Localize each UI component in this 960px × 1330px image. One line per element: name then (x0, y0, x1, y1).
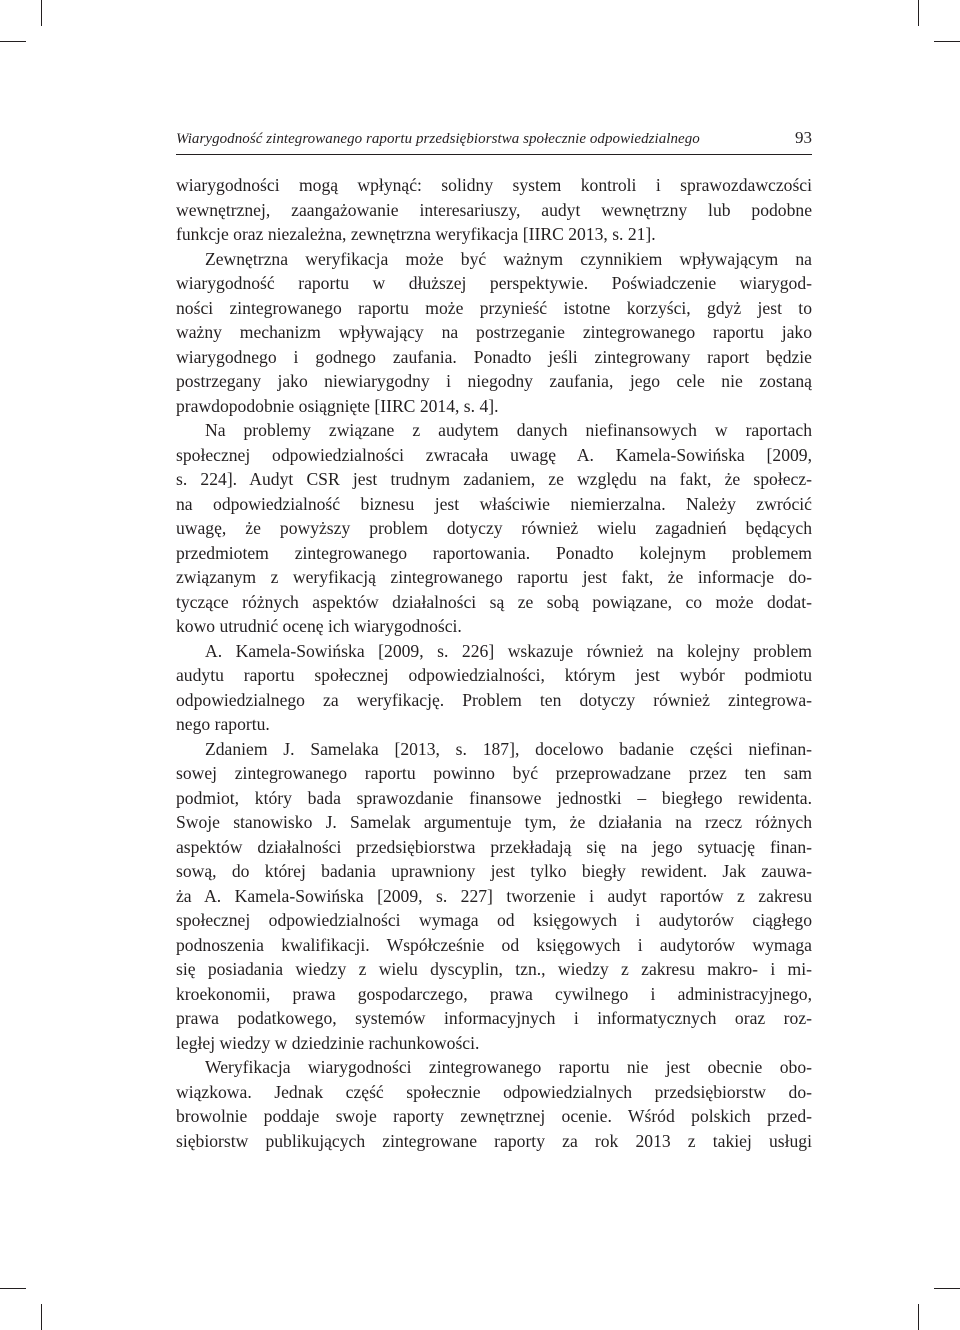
text-line: s. 224]. Audyt CSR jest trudnym zadaniem, ze względu na fakt, że społecz- (176, 469, 812, 489)
crop-mark-top-right-horizontal (934, 41, 960, 42)
text-line: funkcje oraz niezależna, zewnętrzna weryfikacja [IIRC 2013, s. 21]. (176, 224, 656, 244)
text-line: odpowiedzialnego za weryfikację. Problem ten dotyczy również zintegrowa- (176, 689, 812, 710)
text-line: społecznej odpowiedzialności zwracała uwagę A. Kamela-Sowińska [2009, (176, 444, 812, 465)
text-line: Swoje stanowisko J. Samelak argumentuje tym, że działania na rzecz różnych (176, 812, 812, 832)
text-line: prawdopodobnie osiągnięte [IIRC 2014, s. 4]. (176, 395, 499, 416)
text-line: wiązkowa. Jednak część społecznie odpowiedzialnych przedsiębiorstw do- (176, 1081, 812, 1102)
text-line: Na problemy związane z audytem danych niefinansowych w raportach (205, 420, 812, 440)
body-text (176, 173, 812, 1153)
page-number: 93 (795, 128, 812, 147)
text-line: kowo utrudnić ocenę ich wiarygodności. (176, 616, 462, 636)
text-line: związanym z weryfikacją zintegrowanego raportu jest fakt, że informacje do- (176, 567, 812, 587)
text-line: sowej zintegrowanego raportu powinno być przeprowadzane przez ten sam (176, 763, 812, 783)
text-line: społecznej odpowiedzialności wymaga od księgowych i audytorów ciągłego (176, 910, 812, 930)
text-line: wiarygodnego i godnego zaufania. Ponadto jeśli zintegrowany raport będzie (176, 346, 812, 367)
text-line: postrzegany jako niewiarygodny i niegodny zaufania, jego cele nie zostaną (176, 371, 812, 391)
text-line: Zewnętrzna weryfikacja może być ważnym czynnikiem wpływającym na (205, 248, 812, 269)
crop-mark-bottom-right-horizontal (934, 1288, 960, 1289)
text-line: nego raportu. (176, 714, 270, 734)
crop-mark-bottom-left-horizontal (0, 1288, 26, 1289)
text-line: uwagę, że powyższy problem dotyczy również wielu zagadnień będących (176, 518, 812, 538)
text-line: wiarygodności mogą wpłynąć: solidny system kontroli i sprawozdawczości (176, 175, 812, 195)
text-line: siębiorstw publikujących zintegrowane raporty za rok 2013 z takiej usługi (176, 1130, 812, 1151)
text-line: przedmiotem zintegrowanego raportowania. Ponadto kolejnym problemem (176, 542, 812, 563)
text-line: podmiot, który bada sprawozdanie finansowe jednostki – biegłego rewidenta. (176, 787, 812, 808)
text-line: wiarygodność raportu w dłuższej perspektywie. Poświadczenie wiarygod- (176, 273, 812, 293)
text-line: podnoszenia kwalifikacji. Współcześnie od księgowych i audytorów wymaga (176, 934, 812, 955)
text-line: A. Kamela-Sowińska [2009, s. 226] wskazuje również na kolejny problem (205, 640, 812, 661)
crop-mark-top-right-vertical (918, 0, 919, 26)
text-line: Weryfikacja wiarygodności zintegrowanego raportu nie jest obecnie obo- (205, 1057, 812, 1077)
book-page (176, 128, 812, 1153)
text-line: browolnie poddaje swoje raporty zewnętrznej ocenie. Wśród polskich przed- (176, 1106, 812, 1126)
text-line: ności zintegrowanego raportu może przynieść istotne korzyści, gdyż jest to (176, 297, 812, 318)
text-line: ważny mechanizm wpływający na postrzeganie zintegrowanego raportu jako (176, 322, 812, 342)
running-head-title: Wiarygodność zintegrowanego raportu przedsiębiorstwa społecznie odpowiedzialnego (176, 131, 700, 147)
text-line: aspektów działalności przedsiębiorstwa przekładają się na jego sytuację finan- (176, 836, 812, 857)
crop-mark-bottom-right-vertical (918, 1304, 919, 1330)
text-line: na odpowiedzialność biznesu jest właściwie niemierzalna. Należy zwrócić (176, 493, 812, 514)
text-line: prawa podatkowego, systemów informacyjnych i informatycznych oraz roz- (176, 1008, 812, 1028)
running-head (176, 128, 812, 155)
crop-mark-top-left-horizontal (0, 41, 26, 42)
crop-mark-bottom-left-vertical (41, 1304, 42, 1330)
text-line: ległej wiedzy w dziedzinie rachunkowości. (176, 1032, 480, 1053)
text-line: się posiadania wiedzy z wielu dyscyplin, tzn., wiedzy z zakresu makro- i mi- (176, 959, 812, 979)
text-line: kroekonomii, prawa gospodarczego, prawa cywilnego i administracyjnego, (176, 983, 812, 1004)
crop-mark-top-left-vertical (41, 0, 42, 26)
text-line: wewnętrznej, zaangażowanie interesariuszy, audyt wewnętrzny lub podobne (176, 199, 812, 220)
text-line: audytu raportu społecznej odpowiedzialności, którym jest wybór podmiotu (176, 665, 812, 685)
text-line: Zdaniem J. Samelaka [2013, s. 187], docelowo badanie części niefinan- (205, 738, 812, 759)
text-line: sową, do której badania uprawniony jest tylko biegły rewident. Jak zauwa- (176, 861, 812, 881)
text-line: ża A. Kamela-Sowińska [2009, s. 227] tworzenie i audyt raportów z zakresu (176, 885, 812, 906)
text-line: tyczące różnych aspektów działalności są ze sobą powiązane, co może dodat- (176, 591, 812, 612)
